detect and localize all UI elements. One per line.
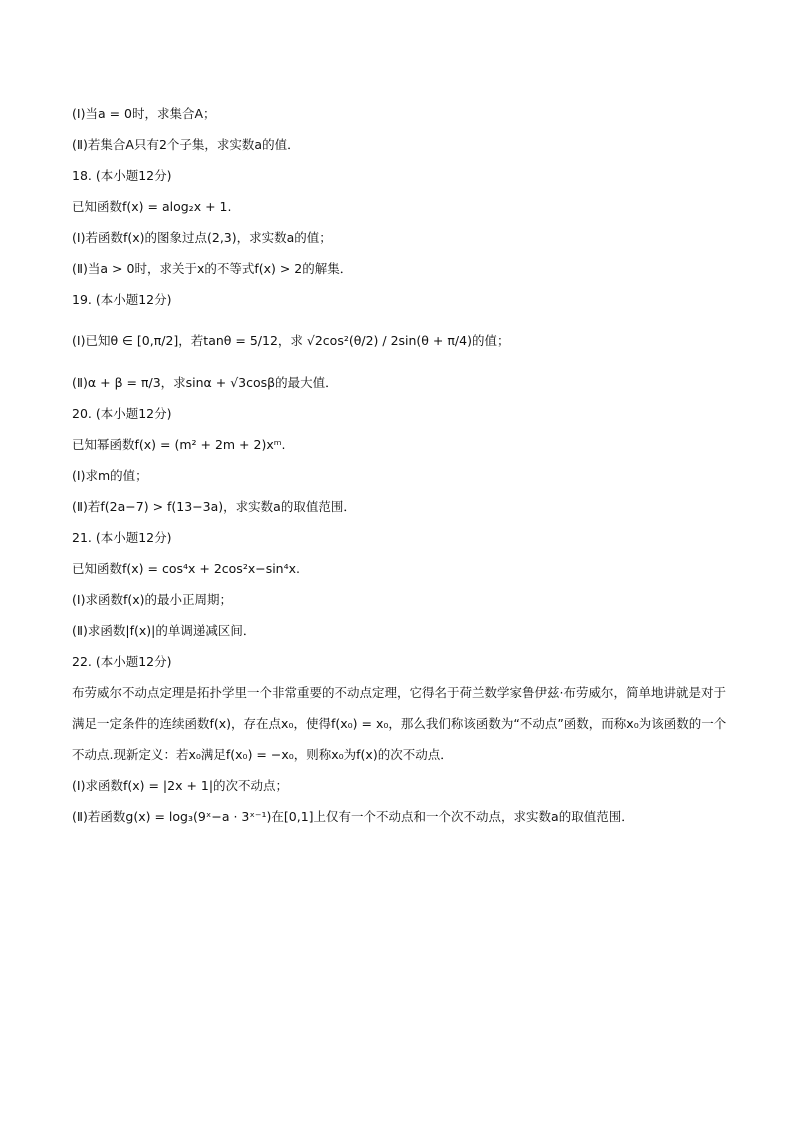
question-18-part-2: (Ⅱ)当a > 0时，求关于x的不等式f(x) > 2的解集．: [72, 261, 353, 276]
question-20-part-1: (Ⅰ)求m的值；: [72, 468, 148, 483]
question-18-part-1: (Ⅰ)若函数f(x)的图象过点(2,3)，求实数a的值；: [72, 230, 332, 245]
question-18-stem: 已知函数f(x) = alog₂x + 1.: [72, 199, 232, 214]
question-17-part-1: (Ⅰ)当a = 0时，求集合A；: [72, 106, 216, 121]
question-22-stem: 布劳威尔不动点定理是拓扑学里一个非常重要的不动点定理，它得名于荷兰数学家鲁伊兹·布劳威尔，简单地讲就是对于满足一定条件的连续函数f(x)，存在点x₀，使得f(x₀) = x₀，那么我们称该函数为“不动点”函数，而称x₀为该函数的一个不动点.现新定义：若x₀满足f(x₀) = −x₀，则称x₀为f(x)的次不动点．: [72, 685, 727, 762]
question-21-part-1: (Ⅰ)求函数f(x)的最小正周期；: [72, 592, 232, 607]
question-19-heading: 19. (本小题12分): [72, 292, 172, 307]
question-21-heading: 21. (本小题12分): [72, 530, 172, 545]
question-19-part-1: (Ⅰ)已知θ ∈ [0,π/2]，若tanθ = 5/12，求 √2cos²(θ/2) / 2sin(θ + π/4)的值；: [72, 333, 510, 348]
exam-page: [72, 98, 727, 832]
question-22-heading: 22. (本小题12分): [72, 654, 172, 669]
question-20-stem: 已知幂函数f(x) = (m² + 2m + 2)xᵐ.: [72, 437, 286, 452]
question-21-stem: 已知函数f(x) = cos⁴x + 2cos²x−sin⁴x.: [72, 561, 300, 576]
question-20-heading: 20. (本小题12分): [72, 406, 172, 421]
question-18-heading: 18. (本小题12分): [72, 168, 172, 183]
question-17-part-2: (Ⅱ)若集合A只有2个子集，求实数a的值．: [72, 137, 300, 152]
question-19-part-2: (Ⅱ)α + β = π/3，求sinα + √3cosβ的最大值．: [72, 375, 338, 390]
question-20-part-2: (Ⅱ)若f(2a−7) > f(13−3a)，求实数a的取值范围．: [72, 499, 356, 514]
question-22-part-1: (Ⅰ)求函数f(x) = |2x + 1|的次不动点；: [72, 778, 289, 793]
question-22-part-2: (Ⅱ)若函数g(x) = log₃(9ˣ−a · 3ˣ⁻¹)在[0,1]上仅有一个不动点和一个次不动点，求实数a的取值范围．: [72, 809, 634, 824]
question-21-part-2: (Ⅱ)求函数|f(x)|的单调递减区间．: [72, 623, 256, 638]
